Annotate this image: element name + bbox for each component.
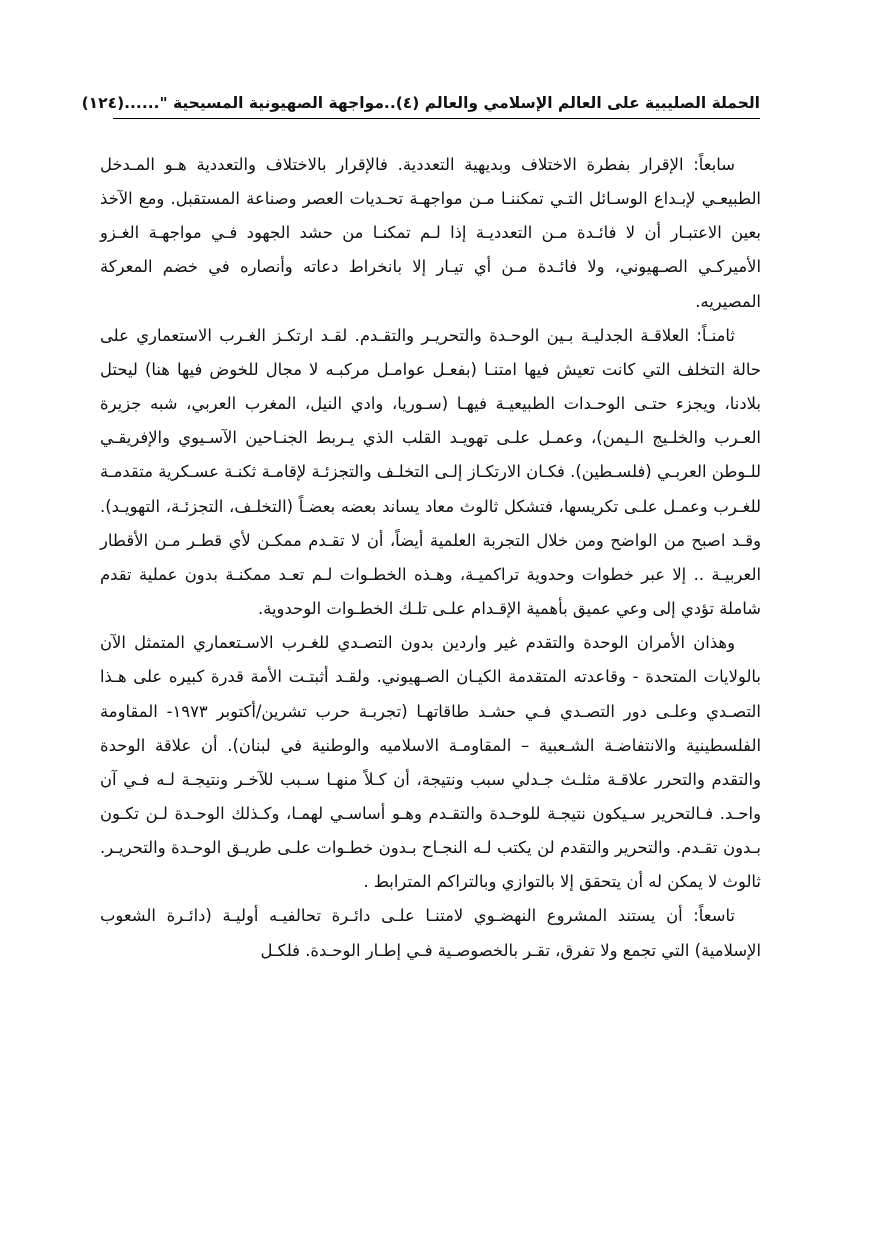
paragraph-ninth: تاسعاً: أن يستند المشروع النهضـوي لامتنـا علـى دائـرة تحالفيـه أوليـة (دائـرة الشعوب الإسلامية) التي تجمع ولا تفرق، تقـر بالخصوصـية فـي إطـار الوحـدة. فلكـل — [100, 906, 761, 960]
paragraph-seventh: سابعاً: الإقرار بفطرة الاختلاف وبديهية التعددية. فالإقرار بالاختلاف والتعددية هـو المـدخل الطبيعـي لإبـداع الوسـائل التـي تمكننـا مـن مواجهـة تحـديات العصر وصناعة المستقبل. ومع الآخذ بعين الاعتبـار أن لا فائـدة مـن التعدديـة إذا لـم تمكنـا من حشد الجهود فـي مواجهـة الغـزو الأميركـي الصـهيوني، ولا فائـدة مـن أي تيـار إلا بانخراط دعاته وأنصاره في خضم المعركة المصيريه. — [100, 155, 761, 311]
running-header — [81, 88, 760, 119]
header-title: الحملة الصليبية على العالم الإسلامي والعالم (٤)..مواجهة الصهيونية المسيحية "...... — [124, 94, 760, 112]
page-number: (١٢٤) — [81, 94, 125, 112]
paragraph-continuation: وهذان الأمران الوحدة والتقدم غير واردين بدون التصـدي للغـرب الاسـتعماري المتمثل الآن بالولايات المتحدة - وقاعدته المتقدمة الكيـان الصـهيوني. ولقـد أثبتـت الأمة قدرة كبيره على هـذا التصـدي وعلـى دور التصـدي فـي حشـد طاقاتهـا (تجربـة حرب تشرين/أكتوبر ١٩٧٣- المقاومة الفلسطينية والانتفاضـة الشـعبية – المقاومـة الاسلاميه والوطنية في لبنان). أن علاقة الوحدة والتقدم والتحرر علاقـة مثلـث جـدلي سبب ونتيجة، أن كـلاً منهـا سـبب للآخـر ونتيجـة لـه فـي آن واحـد. فـالتحرير سـيكون نتيجـة للوحـدة والتقـدم وهـو أساسـي لهمـا، وكـذلك الوحـدة لـن تكـون بـدون تقـدم. والتحرير والتقدم لن يكتب لـه النجـاح بـدون خطـوات علـى طريـق الوحـدة والتحريـر. ثالوث لا يمكن له أن يتحقق إلا بالتوازي وبالتراكم المترابط . — [100, 633, 761, 892]
body-text — [100, 148, 761, 968]
paragraph-eighth: ثامنـاً: العلاقـة الجدليـة بـين الوحـدة والتحريـر والتقـدم. لقـد ارتكـز الغـرب الاستعماري على حالة التخلف التي كانت تعيش فيها امتنـا (بفعـل عوامـل مركبـه لا مجال للخوض فيها هنا) ليحتل بلادنا، ويجزء حتـى الوحـدات الطبيعيـة فيهـا (سـوريا، وادي النيل، المغرب العربي، شبه جزيرة العـرب والخلـيج الـيمن)، وعمـل علـى تهويـد القلب الذي يـربط الجنـاحين الآسـيوي والإفريقـي للـوطن العربـي (فلسـطين). فكـان الارتكـاز إلـى التخلـف والتجزئـة لإقامـة ثكنـة عسـكرية متقدمـة للغـرب وعمـل علـى تكريسها، فتشكل ثالوث معاد يساند بعضه بعضـاً (التخلـف، التجزئـة، التهويـد). وقـد اصبح من الواضح ومن خلال التجربة العلمية أيضاً، أن لا تقـدم ممكـن لأي قطـر مـن الأقطار العربيـة .. إلا عبر خطوات وحدوية تراكميـة، وهـذه الخطـوات لـم تعـد ممكنـة بدون عملية تقدم شاملة تؤدي إلى وعي عميق بأهمية الإقـدام علـى تلـك الخطـوات الوحدوية. — [100, 325, 761, 619]
